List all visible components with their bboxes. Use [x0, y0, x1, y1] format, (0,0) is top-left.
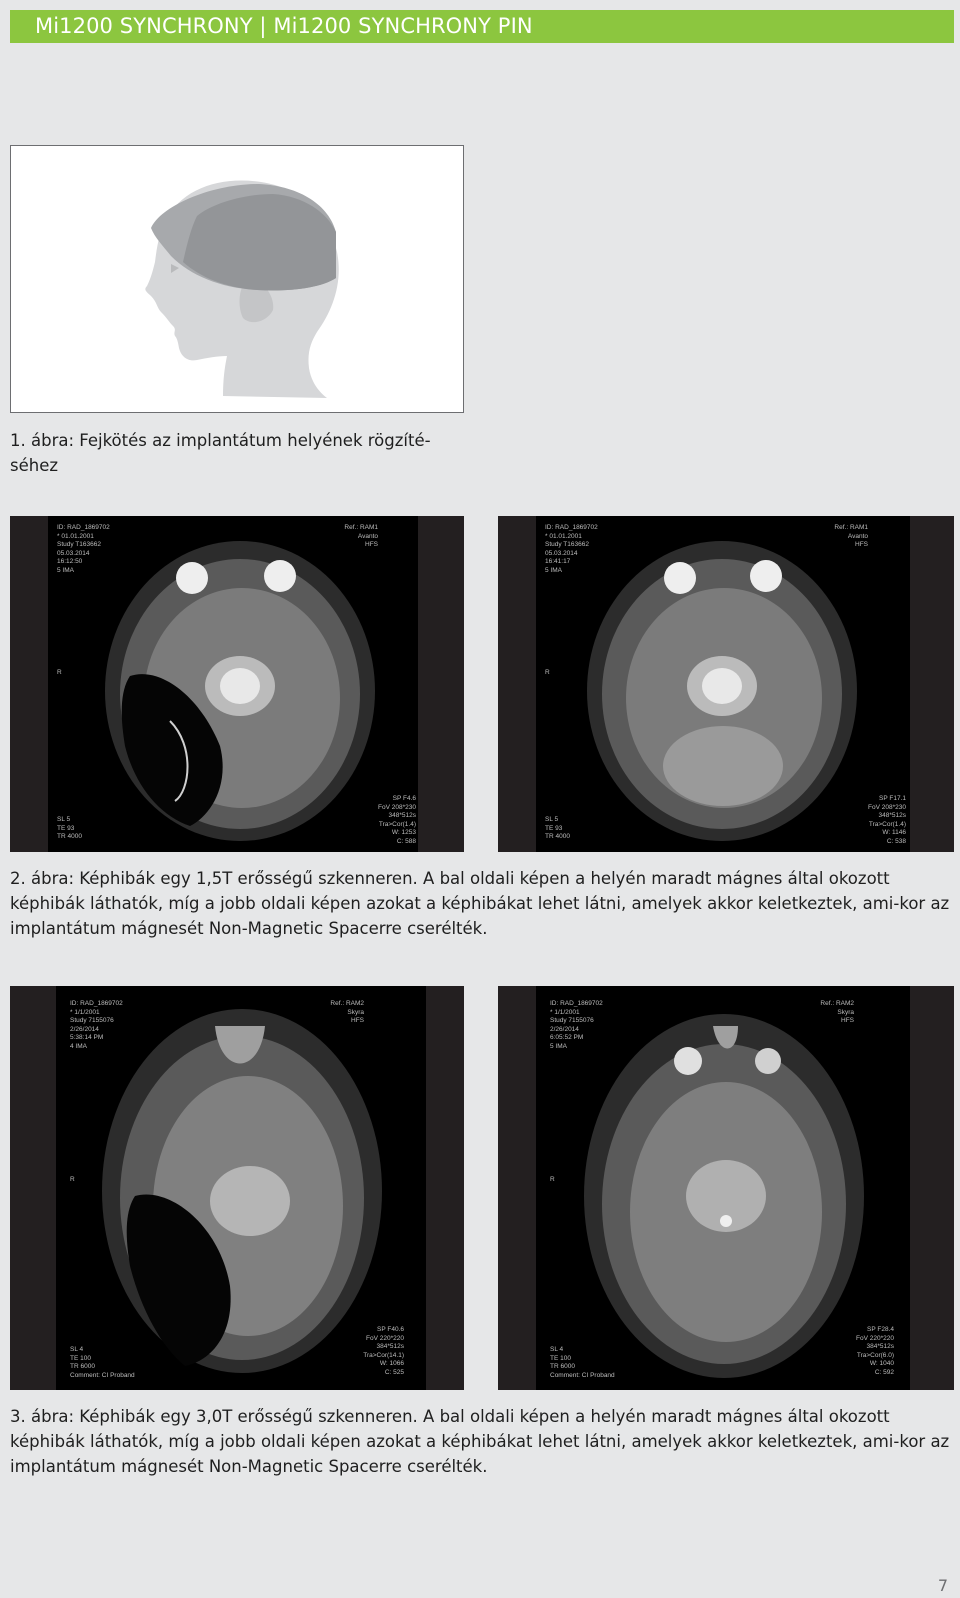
mri-overlay-top-right: Ref.: RAM1 Avanto HFS — [344, 524, 378, 548]
mri-overlay-side: R — [550, 1176, 555, 1183]
figure-1-headband-illustration — [10, 145, 464, 413]
mri-image-1-5t-right — [498, 516, 954, 852]
mri-overlay-top-right: Ref.: RAM1 Avanto HFS — [834, 524, 868, 548]
mri-overlay-top-left: ID: RAD_1869702 * 1/1/2001 Study 7155076 2/26/2014 5:38:14 PM 4 IMA — [70, 1000, 123, 1050]
mri-overlay-top-right: Ref.: RAM2 Skyra HFS — [820, 1000, 854, 1024]
mri-overlay-top-left: ID: RAD_1869702 * 1/1/2001 Study 7155076 2/26/2014 6:05:52 PM 5 IMA — [550, 1000, 603, 1050]
mri-overlay-bottom-right: SP F17.1 FoV 208*230 348*512s Tra>Cor(1.4) W: 1146 C: 538 — [868, 795, 906, 845]
header-title: Mi1200 SYNCHRONY | Mi1200 SYNCHRONY PIN — [35, 14, 533, 38]
figure-2-caption-text: 2. ábra: Képhibák egy 1,5T erősségű szkenneren. A bal oldali képen a helyén maradt mágnes által okozott képhibák láthatók, míg a jobb oldali képen azokat a képhibákat lehet látni, amelyek akkor keletkeztek, ami-kor az implantátum mágnesét Non-Magnetic Spacerre cserélték. — [10, 869, 950, 938]
mri-overlay-side: R — [70, 1176, 75, 1183]
mri-overlay-bottom-right: SP F40.6 FoV 220*220 384*512s Tra>Cor(14.1) W: 1066 C: 525 — [363, 1326, 404, 1376]
mri-overlay-bottom-left: SL 5 TE 93 TR 4000 — [57, 816, 82, 840]
mri-overlay-top-right: Ref.: RAM2 Skyra HFS — [330, 1000, 364, 1024]
header-bar — [10, 10, 954, 43]
page-number: 7 — [937, 1576, 948, 1595]
mri-overlay-bottom-left: SL 5 TE 93 TR 4000 — [545, 816, 570, 840]
mri-overlay-top-left: ID: RAD_1869702 * 01.01.2001 Study T163662 05.03.2014 16:12:50 5 IMA — [57, 524, 110, 574]
mri-overlay-bottom-left: SL 4 TE 100 TR 6000 Comment: CI Proband — [70, 1346, 135, 1379]
mri-overlay-bottom-right: SP F4.6 FoV 208*230 348*512s Tra>Cor(1.4) W: 1253 C: 588 — [378, 795, 416, 845]
figure-1-caption — [10, 428, 450, 478]
figure-3-caption-text: 3. ábra: Képhibák egy 3,0T erősségű szkenneren. A bal oldali képen a helyén maradt mágnes által okozott képhibák láthatók, míg a jobb oldali képen azokat a képhibákat lehet látni, amelyek akkor keletkeztek, ami-kor az implantátum mágnesét Non-Magnetic Spacerre cserélték. — [10, 1407, 950, 1476]
figure-3-caption — [10, 1404, 954, 1479]
mri-image-3t-right — [498, 986, 954, 1390]
mri-overlay-side: R — [545, 669, 550, 676]
mri-overlay-bottom-left: SL 4 TE 100 TR 6000 Comment: CI Proband — [550, 1346, 615, 1379]
mri-overlay-bottom-right: SP F28.4 FoV 220*220 384*512s Tra>Cor(6.0) W: 1040 C: 592 — [856, 1326, 894, 1376]
mri-overlay-side: R — [57, 669, 62, 676]
head-with-headband-icon — [11, 146, 464, 413]
mri-image-3t-left — [10, 986, 464, 1390]
mri-image-1-5t-left — [10, 516, 464, 852]
mri-overlay-top-left: ID: RAD_1869702 * 01.01.2001 Study T163662 05.03.2014 16:41:17 5 IMA — [545, 524, 598, 574]
figure-1-caption-text: 1. ábra: Fejkötés az implantátum helyének rögzíté- séhez — [10, 431, 431, 475]
figure-2-caption — [10, 866, 954, 941]
